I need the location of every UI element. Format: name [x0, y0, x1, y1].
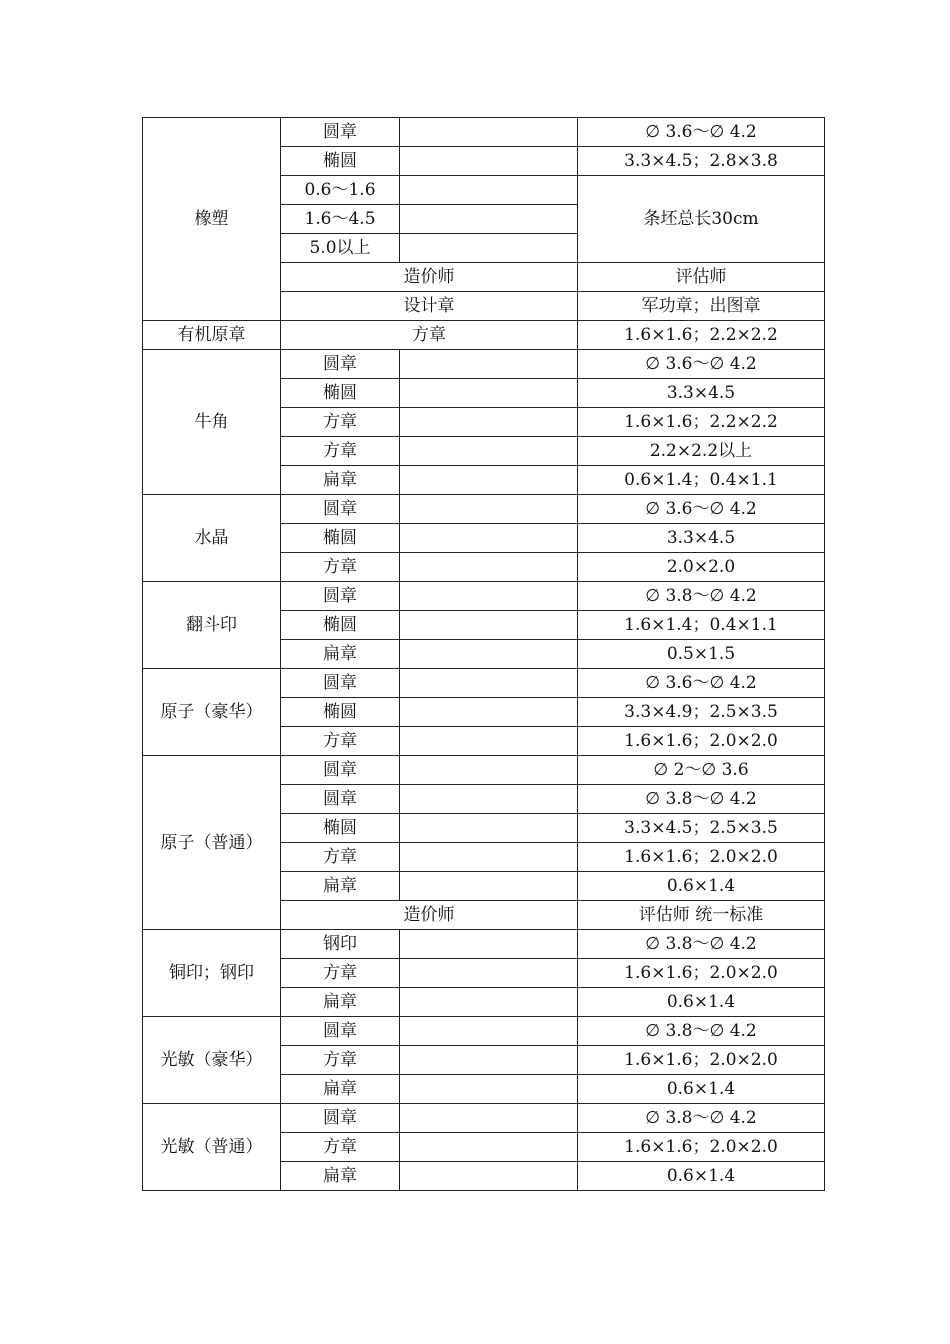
spec-cell: 1.6×1.6；2.0×2.0: [578, 1133, 825, 1162]
table-row: [143, 495, 825, 524]
blank-cell: [400, 640, 578, 669]
size-range-cell: 5.0以上: [281, 234, 400, 263]
material-cell: 原子（普通）: [143, 756, 281, 930]
blank-cell: [400, 959, 578, 988]
blank-cell: [400, 234, 578, 263]
spec-cell: 3.3×4.5；2.5×3.5: [578, 814, 825, 843]
blank-cell: [400, 205, 578, 234]
spec-cell: ∅ 3.6～∅ 4.2: [578, 350, 825, 379]
spec-cell: 1.6×1.6；2.2×2.2: [578, 321, 825, 350]
type-cell: 扁章: [281, 988, 400, 1017]
type-cell: 方章: [281, 1046, 400, 1075]
type-cell: 方章: [281, 843, 400, 872]
blank-cell: [400, 727, 578, 756]
type-cell: 椭圆: [281, 611, 400, 640]
blank-cell: [400, 814, 578, 843]
spec-cell: ∅ 3.8～∅ 4.2: [578, 930, 825, 959]
blank-cell: [400, 843, 578, 872]
type-cell: 设计章: [281, 292, 578, 321]
seal-spec-table: [142, 117, 825, 1191]
blank-cell: [400, 379, 578, 408]
spec-cell: 评估师 统一标准: [578, 901, 825, 930]
spec-cell: 2.0×2.0: [578, 553, 825, 582]
type-cell: 造价师: [281, 901, 578, 930]
spec-cell: ∅ 3.8～∅ 4.2: [578, 1104, 825, 1133]
type-cell: 圆章: [281, 785, 400, 814]
spec-cell: 0.6×1.4: [578, 1075, 825, 1104]
blank-cell: [400, 176, 578, 205]
type-cell: 方章: [281, 321, 578, 350]
material-cell: 铜印；钢印: [143, 930, 281, 1017]
spec-cell: ∅ 3.8～∅ 4.2: [578, 582, 825, 611]
type-cell: 方章: [281, 959, 400, 988]
spec-cell: 0.5×1.5: [578, 640, 825, 669]
blank-cell: [400, 988, 578, 1017]
size-range-cell: 0.6～1.6: [281, 176, 400, 205]
spec-cell: ∅ 3.6～∅ 4.2: [578, 118, 825, 147]
spec-cell: 1.6×1.6；2.0×2.0: [578, 727, 825, 756]
material-cell: 牛角: [143, 350, 281, 495]
blank-cell: [400, 553, 578, 582]
blank-cell: [400, 785, 578, 814]
type-cell: 椭圆: [281, 524, 400, 553]
spec-cell: 军功章；出图章: [578, 292, 825, 321]
table-row: [143, 350, 825, 379]
spec-cell: 评估师: [578, 263, 825, 292]
type-cell: 钢印: [281, 930, 400, 959]
table-row: [143, 669, 825, 698]
table-row: [143, 118, 825, 147]
table-row: [143, 756, 825, 785]
spec-cell: 3.3×4.5；2.8×3.8: [578, 147, 825, 176]
type-cell: 扁章: [281, 1075, 400, 1104]
blank-cell: [400, 1017, 578, 1046]
spec-cell: ∅ 3.6～∅ 4.2: [578, 669, 825, 698]
type-cell: 方章: [281, 727, 400, 756]
table-row: [143, 582, 825, 611]
spec-cell: 3.3×4.5: [578, 379, 825, 408]
type-cell: 圆章: [281, 669, 400, 698]
type-cell: 圆章: [281, 1017, 400, 1046]
type-cell: 方章: [281, 1133, 400, 1162]
type-cell: 方章: [281, 408, 400, 437]
type-cell: 圆章: [281, 495, 400, 524]
spec-cell: ∅ 3.8～∅ 4.2: [578, 1017, 825, 1046]
spec-cell: 3.3×4.5: [578, 524, 825, 553]
blank-cell: [400, 524, 578, 553]
blank-cell: [400, 408, 578, 437]
table-row: [143, 930, 825, 959]
type-cell: 椭圆: [281, 698, 400, 727]
spec-cell: 1.6×1.6；2.0×2.0: [578, 843, 825, 872]
type-cell: 圆章: [281, 582, 400, 611]
merged-spec-cell: 条坯总长30cm: [578, 176, 825, 263]
spec-cell: 1.6×1.6；2.0×2.0: [578, 1046, 825, 1075]
blank-cell: [400, 118, 578, 147]
spec-cell: ∅ 2～∅ 3.6: [578, 756, 825, 785]
spec-cell: 2.2×2.2以上: [578, 437, 825, 466]
blank-cell: [400, 466, 578, 495]
type-cell: 方章: [281, 437, 400, 466]
blank-cell: [400, 930, 578, 959]
blank-cell: [400, 350, 578, 379]
type-cell: 圆章: [281, 350, 400, 379]
table-row: [143, 1017, 825, 1046]
material-cell: 有机原章: [143, 321, 281, 350]
type-cell: 圆章: [281, 1104, 400, 1133]
blank-cell: [400, 437, 578, 466]
material-cell: 原子（豪华）: [143, 669, 281, 756]
blank-cell: [400, 1075, 578, 1104]
blank-cell: [400, 1162, 578, 1191]
type-cell: 方章: [281, 553, 400, 582]
size-range-cell: 1.6～4.5: [281, 205, 400, 234]
spec-cell: ∅ 3.8～∅ 4.2: [578, 785, 825, 814]
type-cell: 圆章: [281, 118, 400, 147]
table-row: [143, 321, 825, 350]
material-cell: 光敏（普通）: [143, 1104, 281, 1191]
blank-cell: [400, 669, 578, 698]
type-cell: 椭圆: [281, 379, 400, 408]
spec-cell: 3.3×4.9；2.5×3.5: [578, 698, 825, 727]
blank-cell: [400, 582, 578, 611]
spec-cell: ∅ 3.6～∅ 4.2: [578, 495, 825, 524]
blank-cell: [400, 1046, 578, 1075]
type-cell: 椭圆: [281, 147, 400, 176]
type-cell: 扁章: [281, 466, 400, 495]
blank-cell: [400, 756, 578, 785]
material-cell: 光敏（豪华）: [143, 1017, 281, 1104]
blank-cell: [400, 147, 578, 176]
blank-cell: [400, 1104, 578, 1133]
spec-cell: 1.6×1.4；0.4×1.1: [578, 611, 825, 640]
spec-cell: 0.6×1.4；0.4×1.1: [578, 466, 825, 495]
blank-cell: [400, 495, 578, 524]
blank-cell: [400, 698, 578, 727]
material-cell: 橡塑: [143, 118, 281, 321]
type-cell: 圆章: [281, 756, 400, 785]
spec-cell: 0.6×1.4: [578, 1162, 825, 1191]
type-cell: 扁章: [281, 1162, 400, 1191]
material-cell: 翻斗印: [143, 582, 281, 669]
blank-cell: [400, 872, 578, 901]
blank-cell: [400, 611, 578, 640]
spec-cell: 1.6×1.6；2.2×2.2: [578, 408, 825, 437]
type-cell: 扁章: [281, 640, 400, 669]
blank-cell: [400, 1133, 578, 1162]
spec-cell: 1.6×1.6；2.0×2.0: [578, 959, 825, 988]
type-cell: 造价师: [281, 263, 578, 292]
spec-cell: 0.6×1.4: [578, 988, 825, 1017]
table-row: [143, 1104, 825, 1133]
type-cell: 扁章: [281, 872, 400, 901]
material-cell: 水晶: [143, 495, 281, 582]
spec-cell: 0.6×1.4: [578, 872, 825, 901]
type-cell: 椭圆: [281, 814, 400, 843]
